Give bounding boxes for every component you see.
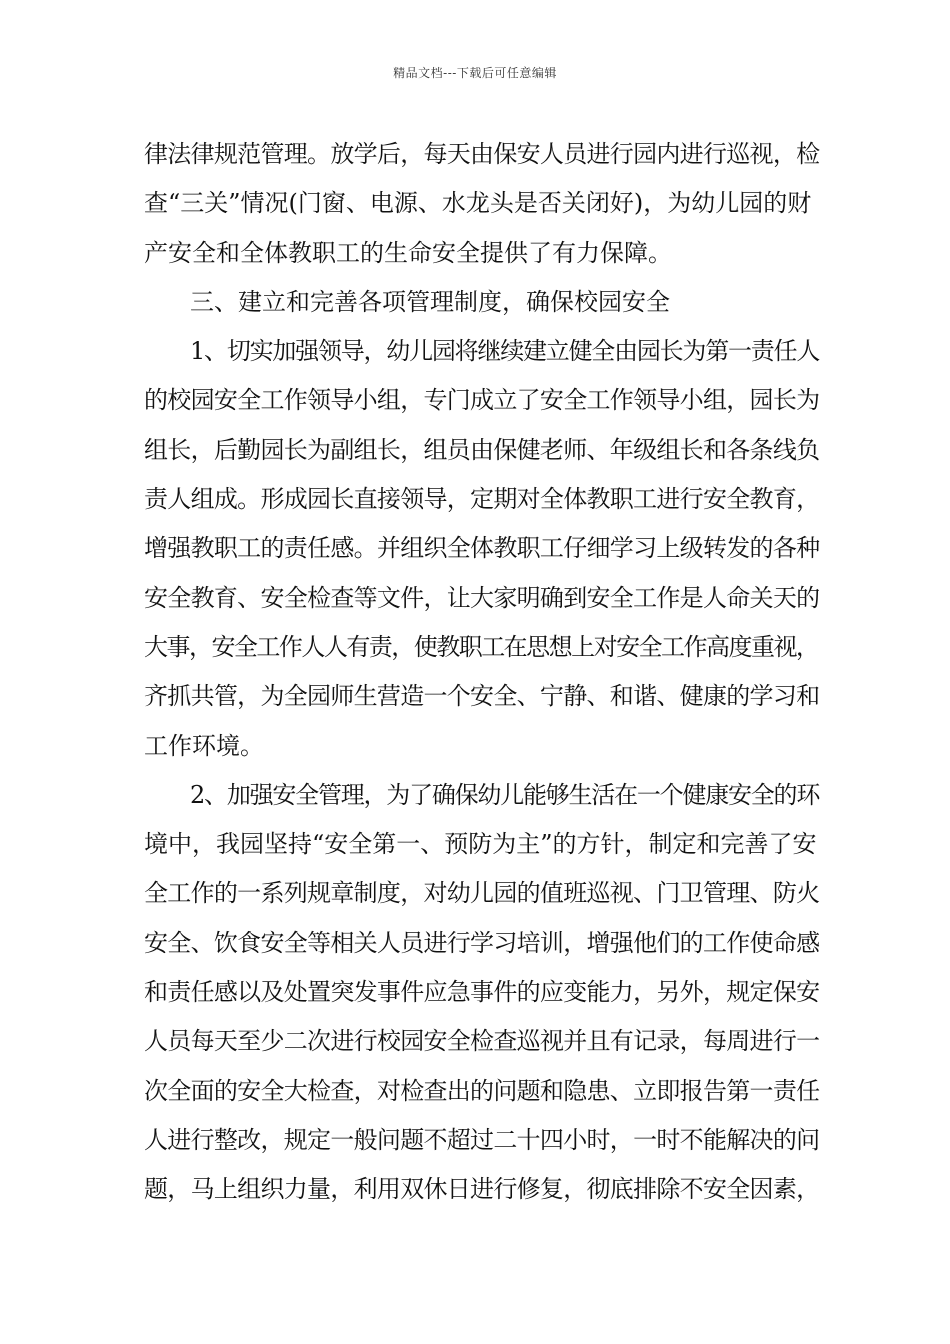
page-header: 精品文档---下载后可任意编辑 — [393, 66, 557, 80]
text-line: 的校园安全工作领导小组，专门成立了安全工作领导小组，园长为 — [144, 386, 820, 415]
text-line: 1、切实加强领导，幼儿园将继续建立健全由园长为第一责任人 — [190, 337, 820, 366]
text-line: 律法律规范管理。放学后，每天由保安人员进行园内进行巡视，检 — [144, 140, 820, 168]
text-line: 人进行整改，规定一般问题不超过二十四小时，一时不能解决的问 — [144, 1125, 820, 1154]
text-line: 全工作的一系列规章制度，对幼儿园的值班巡视、门卫管理、防火 — [144, 879, 820, 908]
text-line: 题，马上组织力量，利用双休日进行修复，彻底排除不安全因素， — [144, 1175, 820, 1204]
text-line: 工作环境。 — [144, 731, 264, 760]
document-body — [144, 130, 820, 1215]
text-line: 查“三关”情况(门窗、电源、水龙头是否关闭好)，为幼儿园的财 — [144, 189, 812, 218]
text-line: 三、建立和完善各项管理制度，确保校园安全 — [190, 287, 670, 316]
text-line: 2、加强安全管理，为了确保幼儿能够生活在一个健康安全的环 — [190, 780, 820, 809]
text-line: 和责任感以及处置突发事件应急事件的应变能力，另外，规定保安 — [144, 978, 820, 1007]
text-line: 次全面的安全大检查，对检查出的问题和隐患、立即报告第一责任 — [144, 1076, 820, 1105]
text-line: 责人组成。形成园长直接领导，定期对全体教职工进行安全教育， — [144, 485, 820, 514]
text-line: 安全、饮食安全等相关人员进行学习培训，增强他们的工作使命感 — [144, 928, 820, 957]
text-line: 增强教职工的责任感。并组织全体教职工仔细学习上级转发的各种 — [144, 534, 820, 563]
text-line: 大事，安全工作人人有责，使教职工在思想上对安全工作高度重视， — [144, 632, 819, 661]
text-line: 人员每天至少二次进行校园安全检查巡视并且有记录，每周进行一 — [144, 1027, 820, 1056]
text-line: 安全教育、安全检查等文件，让大家明确到安全工作是人命关天的 — [144, 583, 820, 612]
text-line: 境中，我园坚持“安全第一、预防为主”的方针，制定和完善了安 — [144, 830, 817, 859]
text-line: 组长，后勤园长为副组长，组员由保健老师、年级组长和各条线负 — [144, 435, 820, 464]
text-line: 产安全和全体教职工的生命安全提供了有力保障。 — [144, 238, 672, 267]
text-line: 齐抓共管，为全园师生营造一个安全、宁静、和谐、健康的学习和 — [144, 682, 820, 711]
